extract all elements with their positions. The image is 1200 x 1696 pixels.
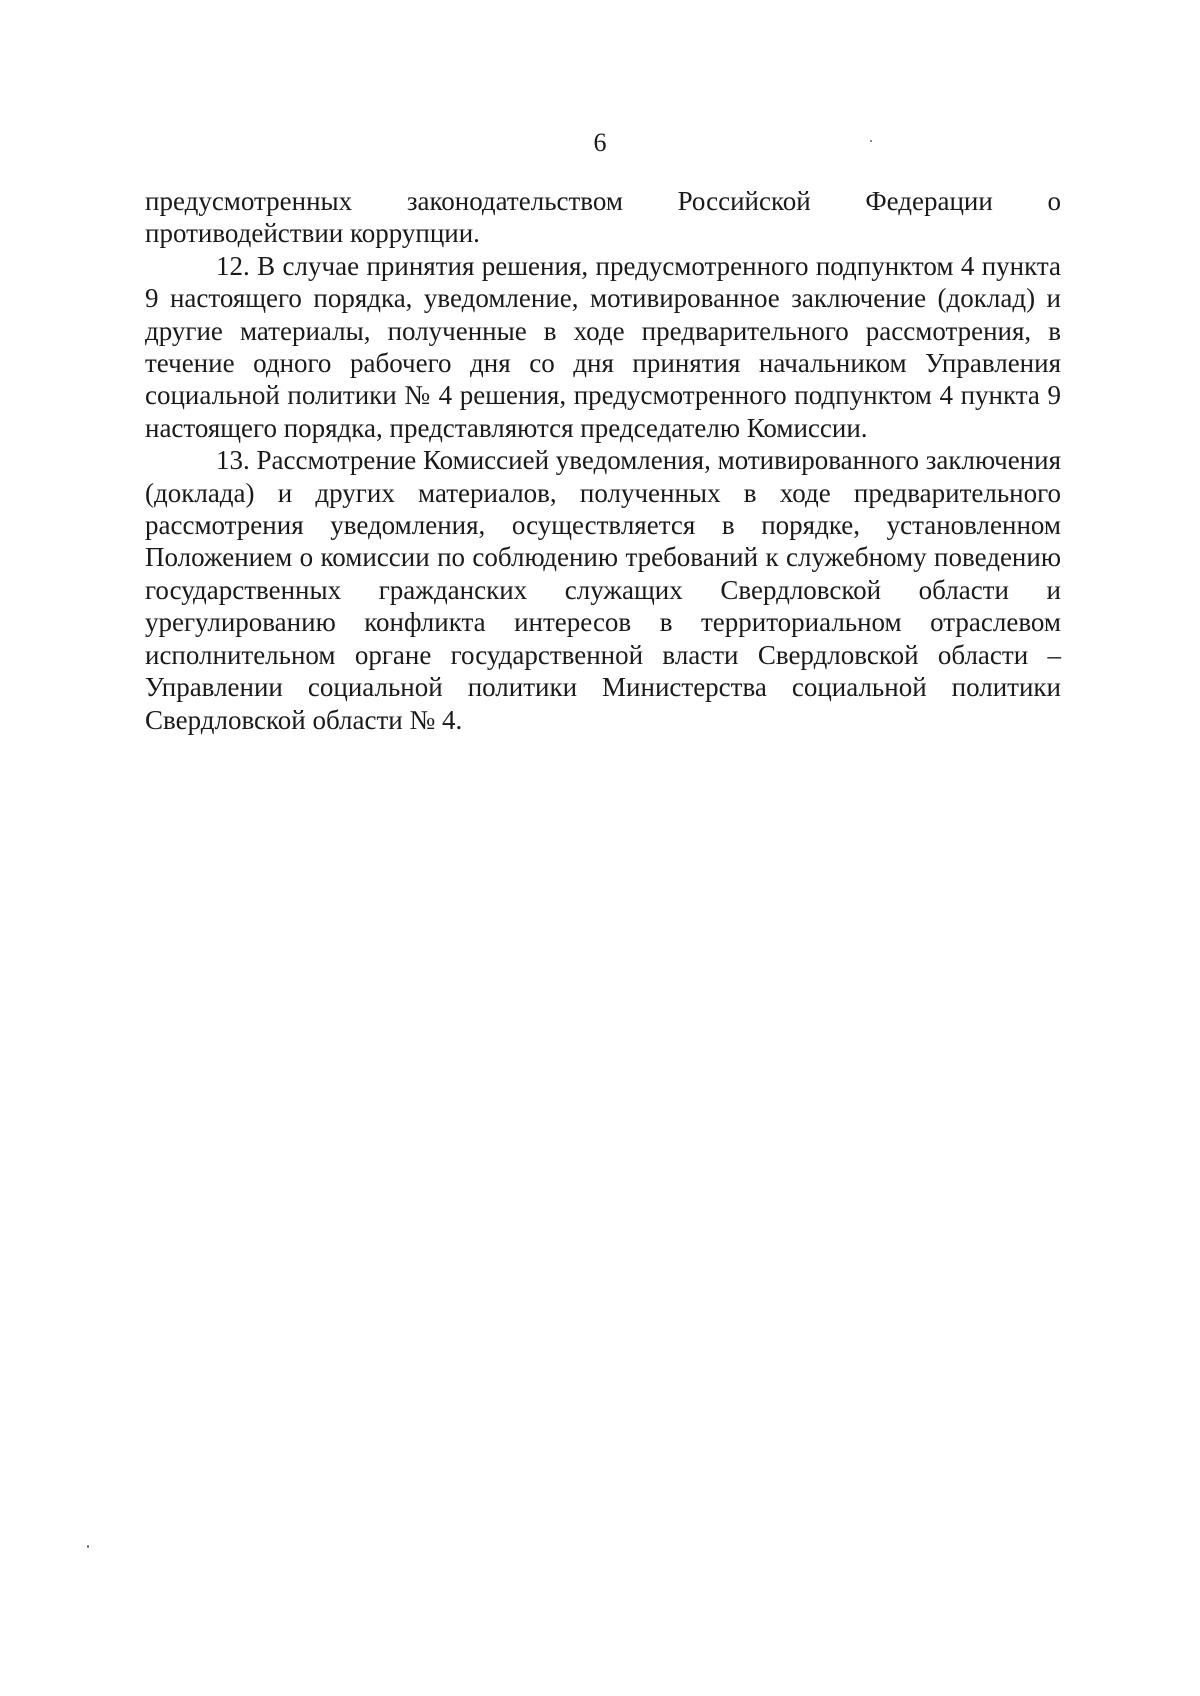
page-number: 6 (593, 128, 607, 157)
paragraph-continuation: предусмотренных законодательством Российской Федерации о противодействии коррупции. (145, 186, 1061, 249)
paragraph-13: 13. Рассмотрение Комиссией уведомления, мотивированного заключения (доклада) и других материалов, полученных в ходе предварительного рассмотрения уведомления, осуществляется в порядке, установленном Положением о комиссии по соблюдению требований к служебному поведению государственных гражданских служащих Свердловской области и урегулированию конфликта интересов в территориальном отраслевом исполнительном органе государственной власти Свердловской области – Управлении социальной политики Министерства социальной политики Свердловской области № 4. (145, 445, 1061, 735)
document-body (145, 185, 1061, 736)
scan-speck-top-right (870, 140, 872, 142)
paragraph-12: 12. В случае принятия решения, предусмотренного подпунктом 4 пункта 9 настоящего порядка, уведомление, мотивированное заключение (доклад) и другие материалы, полученные в ходе предварительного рассмотрения, в течение одного рабочего дня со дня принятия начальником Управления социальной политики № 4 решения, предусмотренного подпунктом 4 пункта 9 настоящего порядка, представляются председателю Комиссии. (145, 250, 1061, 443)
scan-speck-bottom-left (87, 1545, 89, 1548)
